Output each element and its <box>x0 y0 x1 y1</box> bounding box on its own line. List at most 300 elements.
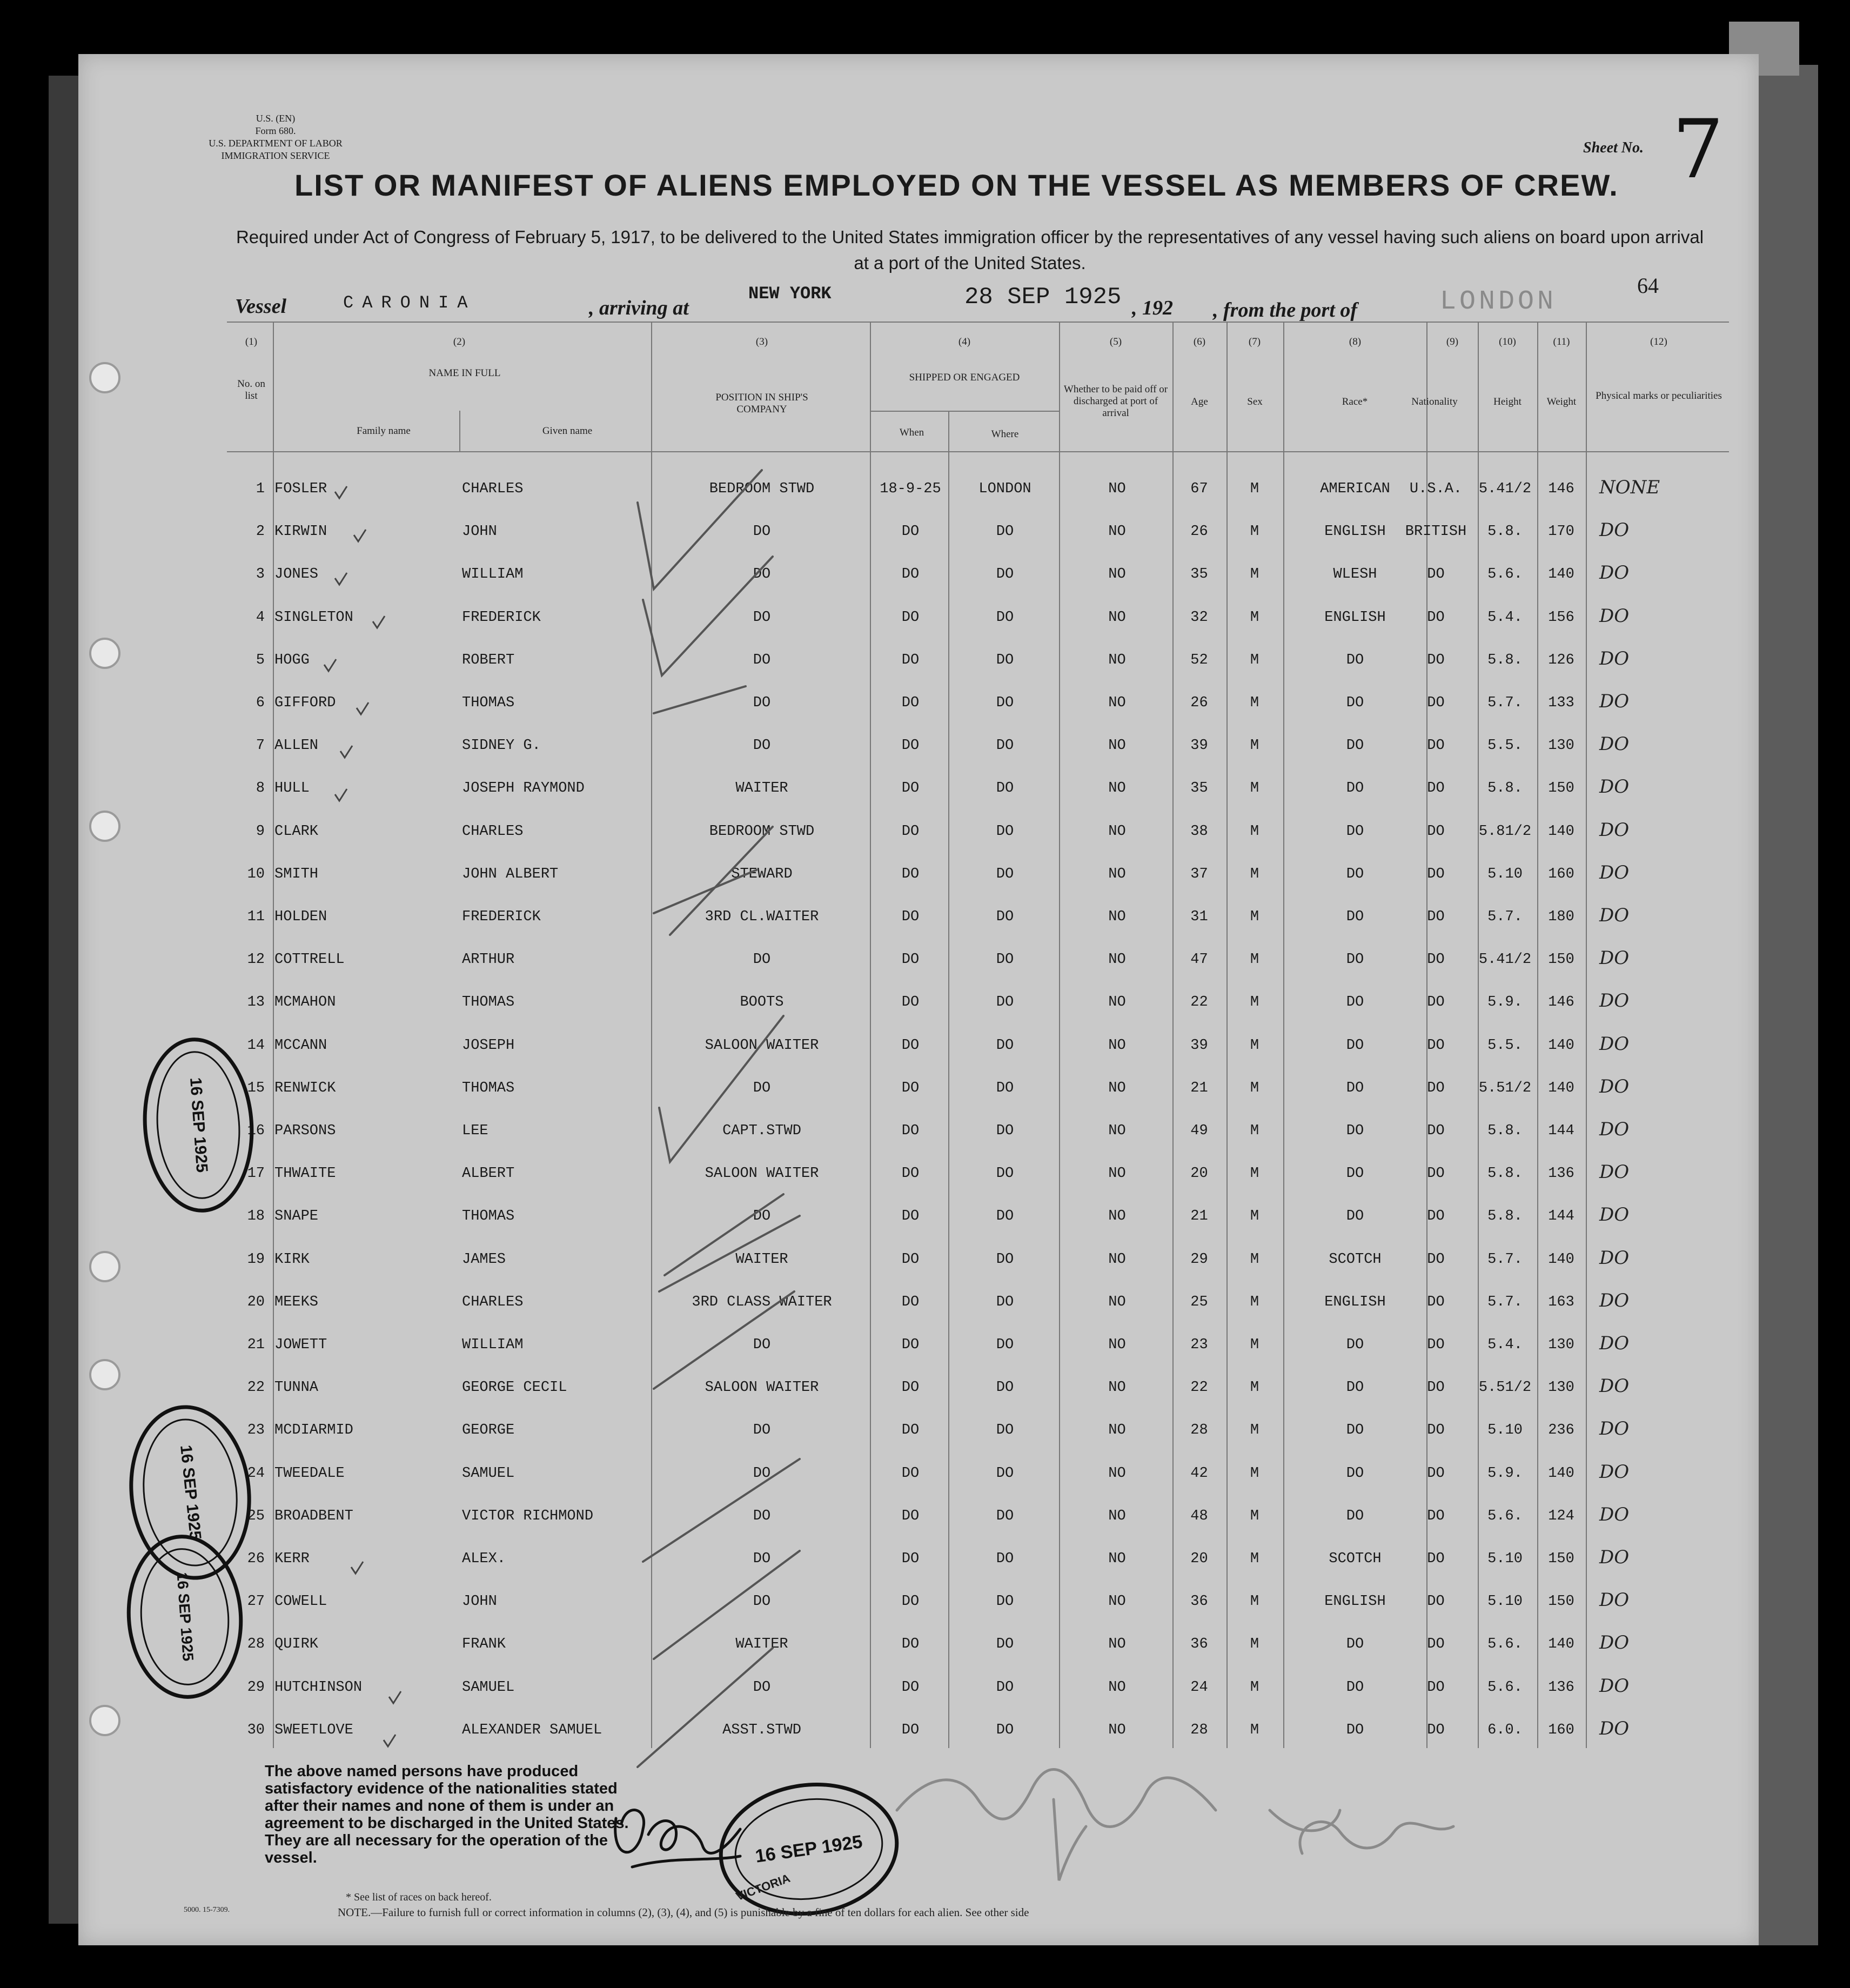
cell-where: DO <box>996 1166 1014 1182</box>
cell-when: DO <box>901 1679 920 1696</box>
cell-marks: DO <box>1599 1418 1630 1440</box>
cell-race: DO <box>1346 866 1364 882</box>
cell-age: 49 <box>1190 1123 1208 1139</box>
cell-age: 23 <box>1190 1337 1208 1353</box>
cell-given: JAMES <box>462 1251 506 1268</box>
cell-family: THWAITE <box>274 1166 336 1182</box>
cell-sex: M <box>1250 1294 1259 1310</box>
cell-no: 17 <box>247 1166 265 1182</box>
cell-paid: NO <box>1108 695 1126 711</box>
cell-race: DO <box>1346 952 1364 968</box>
cell-family: KERR <box>274 1551 310 1567</box>
cell-paid: NO <box>1108 1636 1126 1652</box>
page-number: 64 <box>1637 273 1659 298</box>
col-num-12: (12) <box>1650 336 1667 347</box>
cell-position: DO <box>753 738 771 754</box>
binder-hole <box>89 1251 120 1282</box>
cell-when: DO <box>901 1422 920 1438</box>
cell-weight: 146 <box>1548 481 1574 497</box>
cell-where: DO <box>996 909 1014 925</box>
cell-family: KIRWIN <box>274 524 327 540</box>
cell-family: TUNNA <box>274 1380 319 1396</box>
cell-family: CLARK <box>274 824 319 840</box>
cell-paid: NO <box>1108 1337 1126 1353</box>
cell-height: 5.4. <box>1487 610 1523 626</box>
cell-where: DO <box>996 1294 1014 1310</box>
cell-paid: NO <box>1108 1208 1126 1224</box>
cell-height: 5.8. <box>1487 780 1523 796</box>
cell-height: 5.5. <box>1487 738 1523 754</box>
cell-marks: DO <box>1599 605 1630 627</box>
col-num-6: (6) <box>1193 336 1206 347</box>
cell-position: ASST.STWD <box>722 1722 801 1738</box>
sheet-label: Sheet No. <box>1583 139 1644 156</box>
cell-family: BROADBENT <box>274 1508 353 1524</box>
cell-sex: M <box>1250 1551 1259 1567</box>
cell-family: MCDIARMID <box>274 1422 353 1438</box>
cell-when: DO <box>901 994 920 1010</box>
cell-when: DO <box>901 1080 920 1096</box>
cell-where: DO <box>996 994 1014 1010</box>
cell-where: DO <box>996 1337 1014 1353</box>
stamp-date: 16 SEP 1925 <box>754 1831 864 1867</box>
cell-where: DO <box>996 1037 1014 1054</box>
cell-height: 5.10 <box>1487 1551 1523 1567</box>
col-divider <box>948 411 949 1748</box>
cell-nationality: DO <box>1427 1037 1445 1054</box>
cell-age: 20 <box>1190 1551 1208 1567</box>
cell-marks: DO <box>1599 905 1630 926</box>
cell-height: 5.8. <box>1487 652 1523 668</box>
cell-marks: DO <box>1599 1290 1630 1311</box>
cell-position: BEDROOM STWD <box>709 481 815 497</box>
cell-no: 18 <box>247 1208 265 1224</box>
cell-age: 24 <box>1190 1679 1208 1696</box>
cell-sex: M <box>1250 824 1259 840</box>
cell-paid: NO <box>1108 610 1126 626</box>
sheet-number: 7 <box>1672 103 1724 197</box>
cell-when: DO <box>901 824 920 840</box>
cell-when: 18-9-25 <box>880 481 941 497</box>
cell-given: WILLIAM <box>462 1337 524 1353</box>
arriving-label: , arriving at <box>589 297 689 319</box>
cell-family: MEEKS <box>274 1294 319 1310</box>
cell-given: THOMAS <box>462 994 515 1010</box>
cell-family: RENWICK <box>274 1080 336 1096</box>
cell-no: 7 <box>256 738 265 754</box>
cell-family: COTTRELL <box>274 952 345 968</box>
cell-marks: DO <box>1599 1119 1630 1140</box>
cell-no: 25 <box>247 1508 265 1524</box>
cell-nationality: DO <box>1427 952 1445 968</box>
cell-race: DO <box>1346 1208 1364 1224</box>
cell-age: 36 <box>1190 1636 1208 1652</box>
cell-paid: NO <box>1108 738 1126 754</box>
cell-nationality: DO <box>1427 610 1445 626</box>
cell-nationality: BRITISH <box>1405 524 1467 540</box>
cell-race: DO <box>1346 1037 1364 1054</box>
cell-paid: NO <box>1108 481 1126 497</box>
pencil-check-marks <box>621 459 902 1772</box>
cell-given: LEE <box>462 1123 488 1139</box>
cell-age: 39 <box>1190 1037 1208 1054</box>
race-header: Race* <box>1342 396 1368 407</box>
cell-nationality: DO <box>1427 909 1445 925</box>
col-num-11: (11) <box>1553 336 1570 347</box>
cell-weight: 156 <box>1548 610 1574 626</box>
col-num-3: (3) <box>755 336 768 347</box>
cell-height: 5.6. <box>1487 566 1523 583</box>
cell-family: SNAPE <box>274 1208 319 1224</box>
cell-paid: NO <box>1108 566 1126 583</box>
cell-when: DO <box>901 738 920 754</box>
cell-no: 1 <box>256 481 265 497</box>
cell-paid: NO <box>1108 1037 1126 1054</box>
cell-given: WILLIAM <box>462 566 524 583</box>
cell-race: DO <box>1346 652 1364 668</box>
no-on-list-header: No. on list <box>237 378 265 401</box>
cell-sex: M <box>1250 524 1259 540</box>
cell-where: DO <box>996 524 1014 540</box>
cell-where: DO <box>996 1722 1014 1738</box>
cell-weight: 140 <box>1548 566 1574 583</box>
cell-paid: NO <box>1108 1594 1126 1610</box>
cell-age: 67 <box>1190 481 1208 497</box>
cell-when: DO <box>901 566 920 583</box>
cell-sex: M <box>1250 566 1259 583</box>
cell-no: 4 <box>256 610 265 626</box>
cell-position: WAITER <box>735 780 788 796</box>
cell-no: 16 <box>247 1123 265 1139</box>
vessel-label: Vessel <box>235 295 286 318</box>
col-num-1: (1) <box>245 336 258 347</box>
cell-position: WAITER <box>735 1251 788 1268</box>
cell-race: DO <box>1346 1080 1364 1096</box>
stamp-date: 16 SEP 1925 <box>173 1571 197 1662</box>
cell-height: 5.5. <box>1487 1037 1523 1054</box>
cell-no: 30 <box>247 1722 265 1738</box>
cell-age: 26 <box>1190 695 1208 711</box>
cell-when: DO <box>901 1123 920 1139</box>
cell-age: 52 <box>1190 652 1208 668</box>
cell-when: DO <box>901 1636 920 1652</box>
year-label: , 192 <box>1132 297 1173 319</box>
cell-no: 28 <box>247 1636 265 1652</box>
cell-race: DO <box>1346 1636 1364 1652</box>
cell-when: DO <box>901 1551 920 1567</box>
cell-race: SCOTCH <box>1329 1551 1382 1567</box>
stamp-date: 16 SEP 1925 <box>186 1076 211 1174</box>
cell-race: DO <box>1346 1380 1364 1396</box>
cell-sex: M <box>1250 652 1259 668</box>
form-en: (EN) <box>276 113 296 124</box>
form-service: IMMIGRATION SERVICE <box>221 150 330 161</box>
cell-when: DO <box>901 1594 920 1610</box>
cell-nationality: DO <box>1427 1636 1445 1652</box>
cell-paid: NO <box>1108 1679 1126 1696</box>
cell-no: 24 <box>247 1465 265 1482</box>
cell-when: DO <box>901 1380 920 1396</box>
cell-height: 5.41/2 <box>1478 952 1532 968</box>
cell-nationality: DO <box>1427 1080 1445 1096</box>
cell-paid: NO <box>1108 1166 1126 1182</box>
page-title: LIST OR MANIFEST OF ALIENS EMPLOYED ON THE VESSEL AS MEMBERS OF CREW. <box>294 168 1619 202</box>
cell-when: DO <box>901 1722 920 1738</box>
col-num-5: (5) <box>1109 336 1122 347</box>
cell-position: DO <box>753 1465 771 1482</box>
cell-sex: M <box>1250 1636 1259 1652</box>
cell-position: DO <box>753 1594 771 1610</box>
from-label: , from the port of <box>1213 299 1358 322</box>
cell-position: DO <box>753 695 771 711</box>
binder-hole <box>89 811 120 842</box>
cell-height: 5.41/2 <box>1478 481 1532 497</box>
cell-given: JOHN <box>462 524 497 540</box>
cell-marks: DO <box>1599 1247 1630 1269</box>
cell-height: 5.7. <box>1487 1294 1523 1310</box>
arrival-date: 28 SEP 1925 <box>964 284 1122 311</box>
cell-weight: 160 <box>1548 866 1574 882</box>
cell-nationality: U.S.A. <box>1409 481 1463 497</box>
binder-hole <box>89 362 120 393</box>
cell-position: SALOON WAITER <box>705 1380 819 1396</box>
cell-position: 3RD CLASS WAITER <box>692 1294 832 1310</box>
cell-weight: 140 <box>1548 1465 1574 1482</box>
cell-paid: NO <box>1108 909 1126 925</box>
cell-family: HULL <box>274 780 310 796</box>
cell-sex: M <box>1250 1037 1259 1054</box>
cell-family: HUTCHINSON <box>274 1679 363 1696</box>
cell-paid: NO <box>1108 652 1126 668</box>
cell-age: 38 <box>1190 824 1208 840</box>
cell-when: DO <box>901 524 920 540</box>
cell-where: DO <box>996 566 1014 583</box>
cell-nationality: DO <box>1427 695 1445 711</box>
cell-family: SINGLETON <box>274 610 353 626</box>
cell-no: 8 <box>256 780 265 796</box>
cell-nationality: DO <box>1427 1337 1445 1353</box>
cell-where: DO <box>996 652 1014 668</box>
cell-no: 29 <box>247 1679 265 1696</box>
weight-header: Weight <box>1546 396 1577 407</box>
cell-no: 21 <box>247 1337 265 1353</box>
cell-race: ENGLISH <box>1324 524 1386 540</box>
cell-nationality: DO <box>1427 1251 1445 1268</box>
cell-where: DO <box>996 1551 1014 1567</box>
cell-no: 10 <box>247 866 265 882</box>
cell-age: 35 <box>1190 566 1208 583</box>
cell-where: DO <box>996 1422 1014 1438</box>
cell-no: 14 <box>247 1037 265 1054</box>
cell-nationality: DO <box>1427 1123 1445 1139</box>
cell-position: DO <box>753 1508 771 1524</box>
cell-sex: M <box>1250 994 1259 1010</box>
cell-when: DO <box>901 1465 920 1482</box>
cell-marks: DO <box>1599 1504 1630 1525</box>
cell-where: LONDON <box>978 481 1031 497</box>
cell-sex: M <box>1250 1123 1259 1139</box>
stamp-place: VICTORIA <box>734 1871 792 1904</box>
cell-paid: NO <box>1108 1508 1126 1524</box>
age-header: Age <box>1191 396 1208 407</box>
col-divider <box>1283 322 1284 1748</box>
cell-height: 5.6. <box>1487 1636 1523 1652</box>
cell-weight: 124 <box>1548 1508 1574 1524</box>
cell-paid: NO <box>1108 1380 1126 1396</box>
cell-height: 5.10 <box>1487 866 1523 882</box>
cell-marks: DO <box>1599 1632 1630 1654</box>
cell-given: THOMAS <box>462 695 515 711</box>
cell-weight: 140 <box>1548 1636 1574 1652</box>
cell-height: 5.81/2 <box>1478 824 1532 840</box>
cell-given: ROBERT <box>462 652 515 668</box>
cell-when: DO <box>901 909 920 925</box>
cell-race: DO <box>1346 1166 1364 1182</box>
cell-family: COWELL <box>274 1594 327 1610</box>
cell-when: DO <box>901 695 920 711</box>
cell-nationality: DO <box>1427 1465 1445 1482</box>
cell-age: 28 <box>1190 1422 1208 1438</box>
cell-nationality: DO <box>1427 1508 1445 1524</box>
cell-family: KIRK <box>274 1251 310 1268</box>
cell-height: 5.51/2 <box>1478 1080 1532 1096</box>
cell-paid: NO <box>1108 994 1126 1010</box>
cell-position: DO <box>753 1208 771 1224</box>
cell-marks: DO <box>1599 1076 1630 1097</box>
cell-weight: 130 <box>1548 738 1574 754</box>
cell-given: SIDNEY G. <box>462 738 541 754</box>
cell-nationality: DO <box>1427 652 1445 668</box>
cell-race: DO <box>1346 780 1364 796</box>
cell-where: DO <box>996 610 1014 626</box>
pencil-signature <box>892 1745 1459 1897</box>
cell-marks: DO <box>1599 1033 1630 1055</box>
cell-marks: DO <box>1599 1547 1630 1568</box>
cell-where: DO <box>996 738 1014 754</box>
cell-weight: 160 <box>1548 1722 1574 1738</box>
where-header: Where <box>991 429 1019 440</box>
cell-race: ENGLISH <box>1324 1294 1386 1310</box>
cell-where: DO <box>996 1208 1014 1224</box>
cell-no: 11 <box>247 909 265 925</box>
cell-family: GIFFORD <box>274 695 336 711</box>
cell-where: DO <box>996 695 1014 711</box>
print-code: 5000. 15-7309. <box>184 1906 230 1914</box>
cell-given: SAMUEL <box>462 1679 515 1696</box>
cell-marks: DO <box>1599 1375 1630 1397</box>
cell-position: DO <box>753 952 771 968</box>
cell-where: DO <box>996 1123 1014 1139</box>
when-header: When <box>899 427 924 438</box>
cell-nationality: DO <box>1427 1166 1445 1182</box>
cell-family: TWEEDALE <box>274 1465 345 1482</box>
binder-hole <box>89 638 120 669</box>
cell-given: GEORGE <box>462 1422 515 1438</box>
cell-nationality: DO <box>1427 1380 1445 1396</box>
cell-age: 31 <box>1190 909 1208 925</box>
cell-where: DO <box>996 1636 1014 1652</box>
cell-sex: M <box>1250 1594 1259 1610</box>
cell-when: DO <box>901 1037 920 1054</box>
cell-nationality: DO <box>1427 1294 1445 1310</box>
cell-nationality: DO <box>1427 994 1445 1010</box>
cell-sex: M <box>1250 866 1259 882</box>
cell-weight: 163 <box>1548 1294 1574 1310</box>
cell-age: 37 <box>1190 866 1208 882</box>
cell-height: 5.7. <box>1487 695 1523 711</box>
cell-weight: 140 <box>1548 824 1574 840</box>
cell-family: FOSLER <box>274 481 327 497</box>
cell-position: DO <box>753 1422 771 1438</box>
col-num-10: (10) <box>1499 336 1516 347</box>
cell-position: WAITER <box>735 1636 788 1652</box>
cell-nationality: DO <box>1427 1594 1445 1610</box>
cell-family: ALLEN <box>274 738 319 754</box>
arriving-port: NEW YORK <box>748 284 832 304</box>
col-divider <box>273 322 274 1748</box>
binder-hole <box>89 1359 120 1390</box>
cell-no: 26 <box>247 1551 265 1567</box>
cell-weight: 236 <box>1548 1422 1574 1438</box>
cell-family: JONES <box>274 566 319 583</box>
cell-race: DO <box>1346 1722 1364 1738</box>
cell-position: BOOTS <box>740 994 784 1010</box>
cell-given: THOMAS <box>462 1080 515 1096</box>
cell-race: DO <box>1346 695 1364 711</box>
cell-race: SCOTCH <box>1329 1251 1382 1268</box>
cell-position: DO <box>753 1551 771 1567</box>
cell-marks: DO <box>1599 1675 1630 1697</box>
table-header-line <box>227 451 1729 452</box>
cell-weight: 144 <box>1548 1208 1574 1224</box>
cell-height: 5.9. <box>1487 1465 1523 1482</box>
cell-no: 20 <box>247 1294 265 1310</box>
cell-marks: DO <box>1599 733 1630 755</box>
cell-family: JOWETT <box>274 1337 327 1353</box>
cell-when: DO <box>901 1508 920 1524</box>
cell-given: JOSEPH <box>462 1037 515 1054</box>
cell-paid: NO <box>1108 1080 1126 1096</box>
cell-weight: 140 <box>1548 1080 1574 1096</box>
cell-paid: NO <box>1108 866 1126 882</box>
cell-when: DO <box>901 610 920 626</box>
cell-height: 5.6. <box>1487 1508 1523 1524</box>
form-department: U.S. DEPARTMENT OF LABOR <box>209 138 343 149</box>
cell-nationality: DO <box>1427 738 1445 754</box>
cell-marks: DO <box>1599 648 1630 670</box>
height-header: Height <box>1493 396 1521 407</box>
cell-given: CHARLES <box>462 481 524 497</box>
cell-marks: DO <box>1599 1161 1630 1183</box>
cell-paid: NO <box>1108 780 1126 796</box>
form-identifier <box>195 112 357 162</box>
cell-nationality: DO <box>1427 824 1445 840</box>
col-num-8: (8) <box>1349 336 1362 347</box>
cell-position: DO <box>753 1679 771 1696</box>
cell-nationality: DO <box>1427 1422 1445 1438</box>
cell-sex: M <box>1250 1337 1259 1353</box>
family-name-ticks <box>303 476 421 1756</box>
cell-family: PARSONS <box>274 1123 336 1139</box>
cell-height: 5.7. <box>1487 909 1523 925</box>
cell-height: 5.8. <box>1487 1166 1523 1182</box>
cell-race: DO <box>1346 994 1364 1010</box>
cell-marks: DO <box>1599 819 1630 841</box>
cell-sex: M <box>1250 481 1259 497</box>
cell-position: 3RD CL.WAITER <box>705 909 819 925</box>
cell-paid: NO <box>1108 824 1126 840</box>
cell-height: 5.9. <box>1487 994 1523 1010</box>
